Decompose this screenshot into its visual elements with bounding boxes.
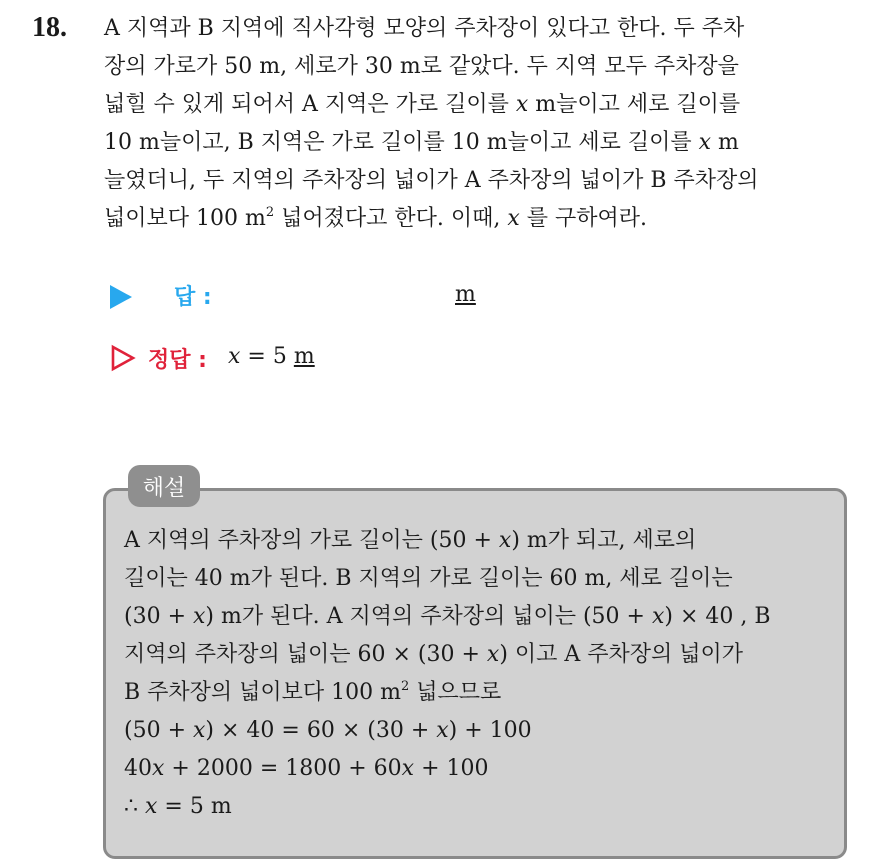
text-segment: + 100 <box>414 756 489 781</box>
math-variable: x <box>651 604 665 629</box>
text-segment: 넓으므로 <box>409 680 502 705</box>
correct-answer-value <box>228 344 315 369</box>
text-segment: ) × 40 , B <box>664 604 771 629</box>
text-segment: ∴ <box>124 794 145 819</box>
text-segment: 10 m늘이고, B 지역은 가로 길이를 10 m늘이고 세로 길이를 <box>104 130 699 155</box>
text-segment: 넓힐 수 있게 되어서 A 지역은 가로 길이를 <box>104 92 516 117</box>
answer-unit: m <box>455 282 476 307</box>
answer-row <box>110 276 530 316</box>
text-segment: A 지역의 주차장의 가로 길이는 (50 + <box>124 528 499 553</box>
math-variable: x <box>193 604 206 629</box>
text-line <box>124 636 829 674</box>
text-line <box>104 48 864 86</box>
text-segment: (50 + <box>124 718 193 743</box>
text-segment: 를 구하여라. <box>519 206 648 231</box>
text-segment: + 2000 = 1800 + 60 <box>164 756 402 781</box>
math-variable: x <box>193 718 206 743</box>
math-variable: x <box>486 642 500 667</box>
text-segment: ) m가 되고, 세로의 <box>511 528 697 553</box>
play-triangle-icon <box>110 285 132 309</box>
text-line <box>124 674 829 712</box>
math-variable: x <box>698 130 712 155</box>
text-segment: 길이는 40 m가 된다. B 지역의 가로 길이는 60 m, 세로 길이는 <box>124 566 733 591</box>
variable-x: x <box>228 344 241 369</box>
text-segment: B 주차장의 넓이보다 100 m <box>124 680 402 705</box>
text-line <box>104 200 864 238</box>
text-segment: (30 + <box>124 604 193 629</box>
math-variable: x <box>401 756 415 781</box>
math-variable: x <box>498 528 512 553</box>
correct-answer-row <box>110 339 530 379</box>
correct-answer-label: 정답 : <box>148 348 207 373</box>
text-line <box>104 124 864 162</box>
text-segment: m늘이고 세로 길이를 <box>528 92 741 117</box>
text-segment: A 지역과 B 지역에 직사각형 모양의 주차장이 있다고 한다. 두 주차 <box>104 16 745 41</box>
text-segment: 40 <box>124 756 152 781</box>
text-segment: ) × 40 = 60 × (30 + <box>205 718 437 743</box>
text-segment: 지역의 주차장의 넓이는 60 × (30 + <box>124 642 487 667</box>
text-segment: ) + 100 <box>448 718 532 743</box>
text-segment: 장의 가로가 50 m, 세로가 30 m로 같았다. 두 지역 모두 주차장을 <box>104 54 739 79</box>
text-line <box>104 86 864 124</box>
text-segment: = 5 m <box>157 794 232 819</box>
math-variable: x <box>507 206 520 231</box>
text-line <box>104 10 864 48</box>
answer-label: 답 : <box>174 285 212 310</box>
superscript: 2 <box>401 679 410 694</box>
math-variable: x <box>436 718 449 743</box>
text-segment: ) 이고 A 주차장의 넓이가 <box>499 642 744 667</box>
text-line <box>124 750 829 788</box>
text-line <box>124 560 829 598</box>
superscript: 2 <box>265 205 275 220</box>
text-line <box>124 712 829 750</box>
text-segment: 늘였더니, 두 지역의 주차장의 넓이가 A 주차장의 넓이가 B 주차장의 <box>104 168 759 193</box>
solution-tag: 해설 <box>128 465 200 507</box>
text-line <box>104 162 864 200</box>
text-line <box>124 522 829 560</box>
triangle-outline-icon <box>110 344 136 372</box>
math-variable: x <box>152 756 165 781</box>
text-line <box>124 598 829 636</box>
text-segment: 넓이보다 100 m <box>104 206 266 231</box>
problem-text <box>104 10 864 238</box>
correct-answer-equation: = 5 <box>240 344 294 369</box>
text-segment: 넓어졌다고 한다. 이때, <box>274 206 508 231</box>
correct-answer-unit: m <box>293 344 315 369</box>
text-line <box>124 788 829 826</box>
solution-text <box>124 522 829 826</box>
math-variable: x <box>515 92 529 117</box>
text-segment: m <box>711 130 739 155</box>
math-variable: x <box>145 794 158 819</box>
text-segment: ) m가 된다. A 지역의 주차장의 넓이는 (50 + <box>205 604 652 629</box>
question-number: 18. <box>32 12 67 43</box>
